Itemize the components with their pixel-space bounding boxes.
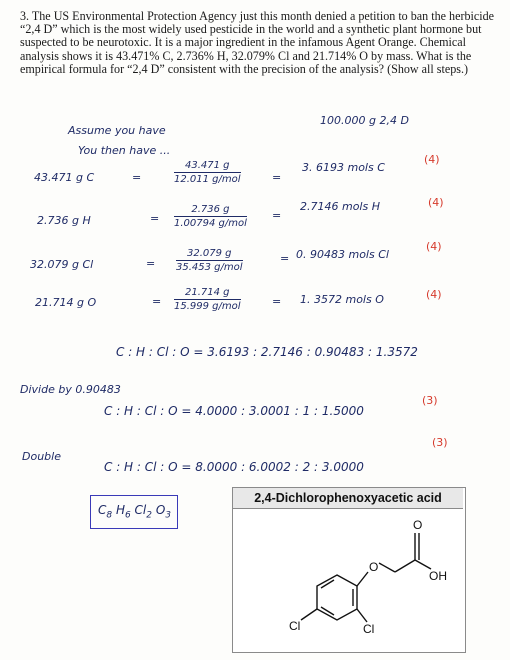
hydroxyl-label: OH [429,569,447,583]
molecule-panel [232,487,466,653]
double-label: Double [22,450,61,463]
sigfigs-divided: (3) [422,394,438,407]
equals-sign: = [272,295,282,308]
fraction-numerator: 43.471 g [174,160,241,173]
ring-double-bond [321,607,334,615]
element-carbon: C [98,503,107,517]
fraction-numerator: 21.714 g [174,287,241,300]
sigfigs-oxygen: (4) [426,288,442,301]
moles-carbon: 3. 6193 mols C [302,161,385,174]
fraction-carbon [174,160,241,185]
carbonyl-oxygen-label: O [413,518,423,532]
aryl-ether-bond [357,572,368,586]
ether-ch2-bond [379,563,395,572]
chlorine-label-left: Cl [289,619,301,633]
benzene-ring [317,575,357,620]
empirical-formula-answer [98,503,171,520]
moles-chlorine: 0. 90483 mols Cl [296,248,389,261]
equals-sign: = [280,252,290,265]
molecule-structure-diagram [233,509,463,649]
mass-carbon: 43.471 g C [34,171,95,184]
moles-oxygen: 1. 3572 mols O [300,293,384,306]
mole-ratio-line: C : H : Cl : O = 3.6193 : 2.7146 : 0.90483 : 1.3572 [116,345,418,359]
assume-amount: 100.000 g 2,4 D [320,114,409,127]
sigfigs-hydrogen: (4) [428,196,444,209]
fraction-denominator: 15.999 g/mol [174,301,241,312]
element-hydrogen: H [115,503,125,517]
equals-sign: = [272,209,282,222]
fraction-oxygen [174,287,241,312]
chloro-bond-right [357,609,367,622]
moles-hydrogen: 2.7146 mols H [300,200,380,213]
equals-sign: = [132,171,142,184]
fraction-chlorine [176,248,243,273]
equals-sign: = [150,212,160,225]
equals-sign: = [152,295,162,308]
sigfigs-chlorine: (4) [426,240,442,253]
divide-by-line: Divide by 0.90483 [20,383,121,396]
fraction-hydrogen [174,204,247,229]
subscript-hydrogen: 6 [124,510,131,521]
equals-sign: = [146,257,156,270]
element-chlorine: Cl [134,503,147,517]
fraction-denominator: 1.00794 g/mol [174,218,247,229]
subscript-carbon: 8 [106,510,113,521]
fraction-numerator: 2.736 g [174,204,247,217]
sigfigs-doubled: (3) [432,436,448,449]
equals-sign: = [272,171,282,184]
ether-oxygen-label: O [369,560,379,574]
fraction-denominator: 12.011 g/mol [174,174,241,185]
subscript-chlorine: 2 [146,510,152,521]
assume-line: Assume you have [68,124,166,137]
then-have-line: You then have ... [78,144,171,157]
ch2-carbonyl-bond [395,560,415,572]
hydroxyl-bond [415,560,431,569]
element-oxygen: O [155,503,166,517]
mass-chlorine: 32.079 g Cl [30,258,94,271]
chloro-bond-left [301,609,317,620]
divided-ratio-line: C : H : Cl : O = 4.0000 : 3.0001 : 1 : 1.5000 [104,404,364,418]
ring-double-bond [321,580,334,588]
sigfigs-carbon: (4) [424,153,440,166]
mass-hydrogen: 2.736 g H [37,214,91,227]
doubled-ratio-line: C : H : Cl : O = 8.0000 : 6.0002 : 2 : 3.0000 [104,460,364,474]
molecule-title: 2,4-Dichlorophenoxyacetic acid [233,488,463,509]
mass-oxygen: 21.714 g O [35,296,97,309]
question-text: 3. The US Environmental Protection Agency just this month denied a petition to ban the herbicide “2,4 D” which is the most widely used pesticide in the world and a synthetic plant hormone but suspected to be neurotoxic. It is a major ingredient in the infamous Agent Orange. Chemical analysis shows it is 43.471% C, 2.736% H, 32.079% Cl and 21.714% O by mass. What is the empirical formula for “2,4 D” consistent with the precision of the analysis? (Show all steps.) [20,9,495,76]
subscript-oxygen: 3 [165,510,172,521]
fraction-denominator: 35.453 g/mol [176,262,243,273]
chlorine-label-right: Cl [363,622,375,636]
fraction-numerator: 32.079 g [176,248,243,261]
